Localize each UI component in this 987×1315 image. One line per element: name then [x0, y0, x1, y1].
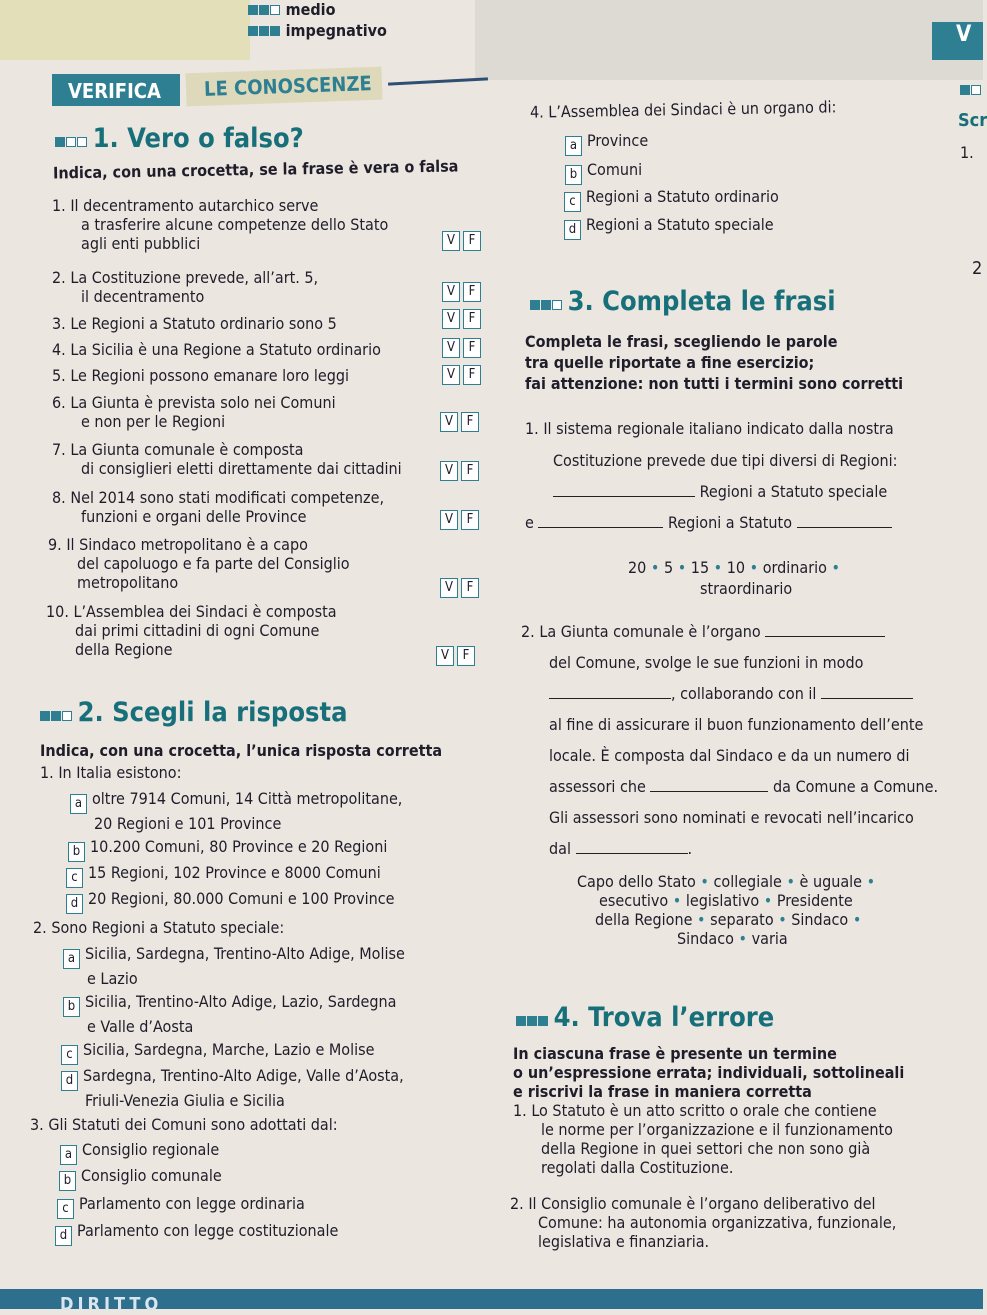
option-text: Regioni a Statuto speciale — [586, 215, 774, 234]
right-edge-scr: Scr — [958, 110, 987, 131]
item-text: il decentramento — [81, 287, 205, 306]
item-number: 9. — [48, 535, 62, 554]
ex1-item — [46, 602, 337, 659]
falso-checkbox[interactable]: F — [461, 578, 479, 598]
ex2-option[interactable] — [63, 992, 396, 1036]
difficulty-square-icon — [541, 300, 551, 310]
ex2-option[interactable] — [565, 160, 642, 185]
ex1-item — [52, 340, 381, 359]
vero-checkbox[interactable]: V — [436, 646, 454, 666]
item-text: Il Sindaco metropolitano è a capo — [66, 535, 308, 554]
option-letter: c — [61, 1045, 78, 1065]
ex1-item — [48, 535, 350, 592]
option-text: Province — [587, 131, 649, 150]
right-edge-v: V — [956, 22, 972, 47]
ex2-option[interactable] — [565, 131, 648, 156]
falso-checkbox[interactable]: F — [461, 461, 479, 481]
ex1-item — [52, 488, 384, 526]
option-letter: a — [70, 794, 87, 814]
difficulty-impegnativo — [248, 21, 387, 40]
footer-label: DIRITTO — [60, 1294, 163, 1315]
item-text: L’Assemblea dei Sindaci è composta — [73, 602, 337, 621]
item-text: Le Regioni a Statuto ordinario sono 5 — [70, 314, 337, 333]
option-letter: c — [57, 1199, 74, 1219]
top-right-bg — [475, 0, 983, 80]
vf-boxes — [440, 461, 482, 481]
item-text: della Regione — [75, 640, 173, 659]
ex2-title: 2. Scegli la risposta — [77, 697, 348, 728]
option-letter: a — [60, 1145, 77, 1165]
item-number: 7. — [52, 440, 66, 459]
option-text: Sicilia, Sardegna, Trentino-Alto Adige, Molise — [85, 944, 405, 963]
option-letter: d — [55, 1226, 72, 1246]
vf-boxes — [440, 412, 482, 432]
option-letter: b — [565, 165, 582, 185]
difficulty-medio — [248, 0, 335, 19]
ex2-instructions: Indica, con una crocetta, l’unica risposta corretta — [40, 741, 443, 760]
falso-checkbox[interactable]: F — [461, 412, 479, 432]
difficulty-square-empty-icon — [270, 5, 280, 15]
vf-boxes — [442, 338, 484, 358]
vf-boxes — [442, 231, 484, 251]
falso-checkbox[interactable]: F — [463, 231, 481, 251]
ex2-header — [40, 697, 347, 728]
difficulty-square-icon — [259, 5, 269, 15]
ex1-title: 1. Vero o falso? — [92, 123, 304, 154]
vf-boxes — [442, 309, 484, 329]
ex2-option[interactable] — [66, 889, 395, 914]
ex2-option[interactable] — [59, 1166, 222, 1191]
ex2-question: 1. In Italia esistono: — [40, 763, 182, 782]
difficulty-square-icon — [51, 711, 61, 721]
difficulty-square-icon — [527, 1016, 537, 1026]
ex2-option[interactable] — [564, 187, 779, 212]
option-text: Sicilia, Sardegna, Marche, Lazio e Molise — [83, 1040, 375, 1059]
option-text: Sardegna, Trentino-Alto Adige, Valle d’Aosta, — [83, 1066, 404, 1085]
item-text: metropolitano — [77, 573, 179, 592]
ex2-option[interactable] — [55, 1221, 338, 1246]
question-text: In Italia esistono: — [58, 763, 182, 782]
item-number: 6. — [52, 393, 66, 412]
item-number: 10. — [46, 602, 69, 621]
ex2-option[interactable] — [60, 1140, 219, 1165]
item-text: a trasferire alcune competenze dello Stato — [81, 215, 389, 234]
ex1-instructions: Indica, con una crocetta, se la frase è vera o falsa — [52, 156, 459, 183]
item-number: 2. — [52, 268, 66, 287]
item-text: dai primi cittadini di ogni Comune — [75, 621, 320, 640]
vero-checkbox[interactable]: V — [440, 461, 458, 481]
ex1-item — [52, 440, 402, 478]
vero-checkbox[interactable]: V — [440, 578, 458, 598]
item-number: 8. — [52, 488, 66, 507]
option-text: Consiglio comunale — [81, 1166, 222, 1185]
item-number: 5. — [52, 366, 66, 385]
option-text: Parlamento con legge ordinaria — [79, 1194, 305, 1213]
ex1-item — [52, 314, 337, 333]
ex2-option[interactable] — [63, 944, 405, 988]
option-letter: c — [66, 868, 83, 888]
question-text: Gli Statuti dei Comuni sono adottati dal: — [48, 1115, 338, 1134]
option-text: e Valle d’Aosta — [87, 1017, 194, 1036]
question-text: L’Assemblea dei Sindaci è un organo di: — [548, 97, 837, 122]
vero-checkbox[interactable]: V — [440, 510, 458, 530]
vf-boxes — [442, 282, 484, 302]
option-text: Comuni — [587, 160, 643, 179]
option-text: 20 Regioni e 101 Province — [94, 814, 282, 833]
ex2-option[interactable] — [66, 863, 381, 888]
vero-checkbox[interactable]: V — [442, 309, 460, 329]
option-letter: d — [564, 220, 581, 240]
difficulty-square-empty-icon — [552, 300, 562, 310]
item-number: 3. — [52, 314, 66, 333]
item-text: La Giunta è prevista solo nei Comuni — [70, 393, 336, 412]
verifica-label: VERIFICA — [68, 79, 161, 103]
vero-checkbox[interactable]: V — [442, 282, 460, 302]
option-letter: c — [564, 192, 581, 212]
option-text: Consiglio regionale — [82, 1140, 220, 1159]
ex2-option[interactable] — [61, 1040, 374, 1065]
ex2-question: 3. Gli Statuti dei Comuni sono adottati dal: — [30, 1115, 338, 1134]
ex3-paragraph-2: 2. La Giunta comunale è l’organo del Comune, svolge le sue funzioni in modo , collaborando con il al fine di assicurare il buon funzionamento dell’ente locale. È composta dal Sindaco e da un numero di assessori che da Comune a Comune. Gli assessori sono nominati e revocati nell’incarico dal . — [521, 622, 939, 858]
option-text: Regioni a Statuto ordinario — [586, 187, 779, 206]
option-text: Parlamento con legge costituzionale — [77, 1221, 339, 1240]
difficulty-label: impegnativo — [285, 21, 387, 40]
vf-boxes — [436, 646, 478, 666]
vero-checkbox[interactable]: V — [442, 338, 460, 358]
vero-checkbox[interactable]: V — [440, 412, 458, 432]
ex1-header — [55, 123, 304, 154]
ex4-instructions: In ciascuna frase è presente un termine o un’espressione errata; individuali, sottolineali e riscrivi la frase in maniera corretta — [513, 1044, 905, 1101]
item-text: La Giunta comunale è composta — [70, 440, 304, 459]
difficulty-square-empty-icon — [62, 711, 72, 721]
ex2-option[interactable] — [70, 789, 402, 833]
ex2-option[interactable] — [57, 1194, 305, 1219]
item-text: agli enti pubblici — [81, 234, 201, 253]
option-text: Sicilia, Trentino-Alto Adige, Lazio, Sardegna — [85, 992, 397, 1011]
option-text: 15 Regioni, 102 Province e 8000 Comuni — [88, 863, 381, 882]
difficulty-square-icon — [530, 300, 540, 310]
item-text: funzioni e organi delle Province — [81, 507, 307, 526]
ex3-wordbank-1: 20 • 5 • 15 • 10 • ordinario • straordinario — [628, 558, 841, 598]
vf-boxes — [442, 365, 484, 385]
item-text: Le Regioni possono emanare loro leggi — [70, 366, 350, 385]
falso-checkbox[interactable]: F — [457, 646, 475, 666]
ex2-question: 2. Sono Regioni a Statuto speciale: — [33, 918, 285, 937]
falso-checkbox[interactable]: F — [463, 365, 481, 385]
item-number: 4. — [52, 340, 66, 359]
ex1-item — [52, 393, 336, 431]
falso-checkbox[interactable]: F — [463, 309, 481, 329]
ex2-question: 4. L’Assemblea dei Sindaci è un organo di: — [529, 97, 837, 122]
option-letter: b — [68, 842, 85, 862]
item-text: Il decentramento autarchico serve — [70, 196, 319, 215]
option-letter: a — [565, 136, 582, 156]
option-text: oltre 7914 Comuni, 14 Città metropolitane, — [92, 789, 403, 808]
ex3-wordbank-2: Capo dello Stato • collegiale • è uguale • esecutivo • legislativo • Presidente della Regione • separato • Sindaco • Sindaco • varia — [577, 872, 876, 948]
difficulty-square-icon — [248, 26, 258, 36]
question-text: Sono Regioni a Statuto speciale: — [51, 918, 285, 937]
option-text: e Lazio — [87, 969, 138, 988]
difficulty-square-empty-icon — [66, 137, 76, 147]
right-edge-two: 2 — [972, 258, 983, 279]
item-text: e non per le Regioni — [81, 412, 226, 431]
difficulty-label: medio — [285, 0, 336, 19]
option-letter: b — [63, 997, 80, 1017]
difficulty-square-icon — [259, 26, 269, 36]
ex4-title: 4. Trova l’errore — [553, 1002, 775, 1033]
ex3-header — [530, 286, 836, 317]
option-text: 20 Regioni, 80.000 Comuni e 100 Province — [88, 889, 395, 908]
difficulty-square-icon — [270, 26, 280, 36]
difficulty-square-icon — [516, 1016, 526, 1026]
vf-boxes — [440, 578, 482, 598]
item-text: di consiglieri eletti direttamente dai cittadini — [81, 459, 402, 478]
ex1-item — [52, 196, 388, 253]
top-left-shade — [0, 0, 250, 60]
item-text: La Sicilia è una Regione a Statuto ordinario — [70, 340, 381, 359]
ex2-option[interactable] — [68, 837, 387, 862]
difficulty-square-icon — [538, 1016, 548, 1026]
difficulty-square-icon — [55, 137, 65, 147]
item-text: La Costituzione prevede, all’art. 5, — [70, 268, 319, 287]
difficulty-square-icon — [40, 711, 50, 721]
ex1-item — [52, 268, 318, 306]
option-text: Friuli-Venezia Giulia e Sicilia — [85, 1091, 285, 1110]
right-edge-one: 1. — [960, 143, 974, 162]
conoscenze-label: LE CONOSCENZE — [203, 71, 373, 101]
falso-checkbox[interactable]: F — [463, 338, 481, 358]
ex4-sentence-2: 2. Il Consiglio comunale è l’organo deliberativo del Comune: ha autonomia organizzativa, funzionale, legislativa e finanziaria. — [510, 1194, 897, 1251]
option-letter: b — [59, 1171, 76, 1191]
ex3-title: 3. Completa le frasi — [567, 286, 836, 317]
option-letter: d — [66, 894, 83, 914]
item-text: del capoluogo e fa parte del Consiglio — [77, 554, 350, 573]
ex4-sentence-1: 1. Lo Statuto è un atto scritto o orale che contiene le norme per l’organizzazione e il funzionamento della Regione in quei settori che non sono già regolati dalla Costituzione. — [513, 1101, 893, 1177]
ex1-item — [52, 366, 349, 385]
ex2-option[interactable] — [61, 1066, 404, 1110]
difficulty-square-icon — [248, 5, 258, 15]
ex3-instructions: Completa le frasi, scegliendo le parole tra quelle riportate a fine esercizio; fai attenzione: non tutti i termini sono corretti — [525, 332, 904, 393]
ex2-option[interactable] — [564, 215, 774, 240]
vero-checkbox[interactable]: V — [442, 231, 460, 251]
falso-checkbox[interactable]: F — [461, 510, 479, 530]
ex4-header — [516, 1002, 774, 1033]
vero-checkbox[interactable]: V — [442, 365, 460, 385]
option-letter: a — [63, 949, 80, 969]
item-text: Nel 2014 sono stati modificati competenze, — [70, 488, 385, 507]
vf-boxes — [440, 510, 482, 530]
falso-checkbox[interactable]: F — [463, 282, 481, 302]
item-number: 1. — [52, 196, 66, 215]
difficulty-square-empty-icon — [77, 137, 87, 147]
option-letter: d — [61, 1071, 78, 1091]
ex3-paragraph-1: 1. Il sistema regionale italiano indicato dalla nostra Costituzione prevede due tipi diversi di Regioni: Regioni a Statuto speciale e Regioni a Statuto — [525, 419, 898, 532]
banner-rule — [388, 77, 488, 85]
option-text: 10.200 Comuni, 80 Province e 20 Regioni — [90, 837, 388, 856]
right-edge-icon — [960, 80, 982, 99]
